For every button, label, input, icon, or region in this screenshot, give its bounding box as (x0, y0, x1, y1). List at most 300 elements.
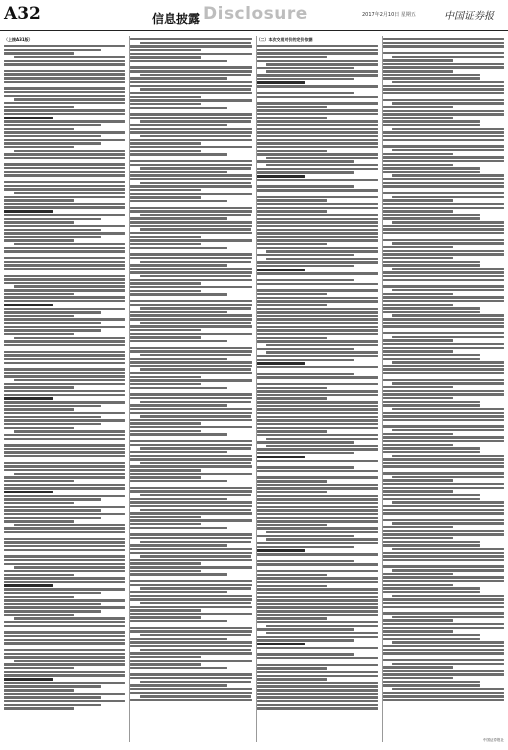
text-line (4, 455, 125, 457)
text-line (392, 268, 504, 270)
text-line (4, 416, 101, 418)
text-line (130, 264, 227, 266)
text-line (266, 538, 378, 540)
text-line (383, 285, 504, 287)
text-line (383, 207, 504, 209)
text-line (130, 77, 227, 79)
text-line (130, 99, 251, 101)
text-line (130, 688, 251, 690)
text-line (383, 117, 453, 119)
text-line (140, 307, 252, 309)
text-line (4, 383, 125, 385)
text-line (257, 96, 378, 98)
text-line (140, 354, 252, 356)
text-line (130, 383, 200, 385)
text-line (383, 670, 504, 672)
text-line (130, 498, 227, 500)
text-line (130, 178, 251, 180)
text-line (383, 228, 504, 230)
text-line (383, 347, 504, 349)
text-line (257, 527, 378, 529)
text-line (257, 502, 378, 504)
page-number: A32 (4, 4, 41, 24)
text-line (383, 462, 504, 464)
text-line (130, 606, 251, 608)
text-line (392, 616, 504, 618)
text-line (130, 519, 251, 521)
footer-note: 中国证券报社 (483, 738, 504, 742)
text-line (257, 603, 378, 605)
text-line (130, 630, 251, 632)
text-line (140, 634, 252, 636)
text-line (4, 656, 125, 658)
text-line (130, 566, 251, 568)
text-line (383, 214, 480, 216)
column-text (4, 45, 125, 710)
text-line (130, 412, 251, 414)
text-line (383, 131, 504, 133)
text-line (140, 322, 252, 324)
text-line (4, 49, 101, 51)
text-line (130, 430, 200, 432)
text-line (4, 124, 101, 126)
text-line (130, 117, 251, 119)
text-line (14, 473, 126, 475)
text-line (257, 85, 378, 87)
text-line (257, 675, 378, 677)
text-line (4, 236, 101, 238)
text-line (4, 73, 125, 75)
text-line (383, 257, 453, 259)
text-line (257, 113, 378, 115)
text-line (4, 667, 74, 669)
text-line (4, 333, 74, 335)
text-line (130, 81, 251, 83)
text-line (4, 199, 74, 201)
text-line (130, 282, 200, 284)
text-line (383, 386, 453, 388)
text-line (257, 506, 378, 508)
text-line (383, 505, 504, 507)
text-line (130, 171, 227, 173)
text-line (383, 106, 453, 108)
text-line (383, 124, 480, 126)
text-line (383, 479, 453, 481)
text-line (4, 308, 125, 310)
text-line (4, 685, 101, 687)
text-line (4, 390, 125, 392)
text-line (14, 660, 126, 662)
text-line (383, 390, 504, 392)
text-line (130, 290, 200, 292)
text-line (383, 649, 504, 651)
text-line (257, 279, 354, 281)
text-line (383, 139, 504, 141)
text-line (383, 185, 504, 187)
text-line (383, 322, 504, 324)
text-line (392, 595, 504, 597)
text-line (4, 106, 74, 108)
text-line (4, 372, 125, 374)
text-line (4, 77, 125, 79)
text-line (383, 350, 453, 352)
text-line (257, 67, 354, 69)
text-line (4, 603, 101, 605)
text-line (383, 66, 504, 68)
text-line (130, 210, 251, 212)
text-line (4, 315, 74, 317)
text-line (4, 555, 125, 557)
text-line (4, 520, 74, 522)
section-title-en: Disclosure (203, 4, 308, 24)
text-line (4, 635, 125, 637)
text-line (130, 243, 200, 245)
text-line (257, 653, 354, 655)
text-line (266, 438, 378, 440)
text-line (392, 221, 504, 223)
text-line (392, 663, 504, 665)
text-line (130, 232, 251, 234)
text-line (257, 229, 378, 231)
text-line (383, 160, 504, 162)
text-line (14, 150, 126, 152)
text-line (257, 628, 354, 630)
text-line (130, 627, 251, 629)
text-line (383, 684, 480, 686)
text-line (383, 318, 504, 320)
column-4 (382, 36, 504, 742)
text-line (383, 246, 453, 248)
column-2 (129, 36, 251, 742)
text-line (266, 445, 378, 447)
subheading-line (257, 643, 306, 646)
text-line (257, 214, 378, 216)
text-line (257, 394, 378, 396)
column-text (383, 38, 504, 701)
text-line (383, 695, 504, 697)
text-line (130, 142, 200, 144)
text-line (257, 218, 378, 220)
text-line (383, 192, 504, 194)
text-line (130, 49, 200, 51)
text-line (266, 63, 378, 65)
text-line (130, 422, 200, 424)
text-line (257, 185, 354, 187)
text-line (383, 652, 504, 654)
text-line (130, 217, 227, 219)
text-line (4, 653, 125, 655)
text-line (383, 412, 504, 414)
text-line (383, 544, 480, 546)
text-line (257, 289, 378, 291)
text-line (4, 671, 125, 673)
text-line (130, 527, 227, 529)
text-line (257, 588, 378, 590)
text-line (4, 131, 125, 133)
text-line (257, 397, 327, 399)
text-line (4, 185, 125, 187)
text-line (140, 415, 252, 417)
text-line (257, 476, 378, 478)
text-line (4, 596, 74, 598)
text-line (383, 296, 504, 298)
text-line (257, 243, 327, 245)
text-line (4, 358, 125, 360)
text-line (383, 264, 480, 266)
text-line (266, 164, 378, 166)
text-line (257, 667, 327, 669)
text-line (4, 625, 125, 627)
text-line (392, 641, 504, 643)
text-line (4, 427, 74, 429)
text-line (130, 160, 251, 162)
text-line (4, 517, 101, 519)
text-line (257, 574, 327, 576)
text-line (4, 296, 125, 298)
text-line (383, 587, 480, 589)
text-line (383, 178, 504, 180)
text-line (130, 279, 251, 281)
text-line (257, 311, 378, 313)
text-line (130, 333, 251, 335)
text-line (257, 293, 327, 295)
text-line (130, 512, 251, 514)
text-line (130, 652, 251, 654)
text-line (257, 560, 354, 562)
text-line (4, 386, 74, 388)
text-line (383, 153, 453, 155)
text-line (257, 542, 378, 544)
text-line (130, 638, 227, 640)
text-line (130, 347, 251, 349)
text-line (130, 45, 251, 47)
text-line (4, 495, 125, 497)
text-line (14, 524, 126, 526)
text-line (4, 444, 125, 446)
text-line (257, 199, 327, 201)
text-line (392, 314, 504, 316)
text-line (4, 135, 101, 137)
text-line (383, 530, 504, 532)
text-line (130, 677, 251, 679)
text-line (383, 576, 504, 578)
text-line (257, 657, 378, 659)
text-line (4, 171, 125, 173)
text-line (4, 588, 125, 590)
text-line (257, 704, 378, 706)
text-line (130, 444, 251, 446)
text-line (4, 480, 74, 482)
text-line (266, 632, 378, 634)
text-line (257, 685, 378, 687)
text-line (257, 261, 378, 263)
article-body (4, 36, 504, 742)
text-line (257, 412, 378, 414)
subheading-line (257, 175, 306, 178)
text-line (4, 45, 125, 47)
text-line (257, 254, 354, 256)
text-line (383, 483, 504, 485)
text-line (130, 239, 251, 241)
text-line (4, 549, 125, 551)
text-line (383, 458, 504, 460)
text-line (130, 537, 251, 539)
subheading-line (257, 549, 306, 552)
text-line (4, 340, 125, 342)
text-line (257, 610, 378, 612)
text-line (383, 304, 453, 306)
text-line (383, 199, 453, 201)
text-line (130, 358, 227, 360)
text-line (4, 214, 125, 216)
text-line (257, 326, 378, 328)
text-line (4, 674, 125, 676)
text-line (130, 103, 200, 105)
text-line (383, 487, 504, 489)
text-line (130, 548, 251, 550)
text-line (257, 693, 378, 695)
text-line (383, 225, 504, 227)
text-line (392, 408, 504, 410)
text-line (383, 444, 453, 446)
text-line (4, 639, 125, 641)
text-line (4, 153, 125, 155)
text-line (130, 667, 227, 669)
text-line (4, 268, 125, 270)
text-line (257, 109, 378, 111)
text-line (130, 196, 200, 198)
text-line (257, 120, 378, 122)
text-line (383, 358, 480, 360)
text-line (257, 423, 378, 425)
text-line (130, 487, 251, 489)
text-line (383, 498, 480, 500)
text-line (4, 531, 125, 533)
text-line (130, 476, 200, 478)
text-line (266, 250, 378, 252)
subheading-line (4, 304, 53, 307)
text-line (383, 490, 453, 492)
text-line (4, 434, 125, 436)
text-line (257, 322, 378, 324)
text-line (257, 460, 378, 462)
text-line (257, 92, 354, 94)
text-line (130, 552, 251, 554)
text-line (383, 379, 504, 381)
text-line (383, 365, 504, 367)
text-line (383, 343, 504, 345)
text-line (4, 142, 101, 144)
text-line (4, 120, 125, 122)
text-line (4, 405, 101, 407)
text-line (130, 268, 251, 270)
text-line (130, 207, 251, 209)
text-line (383, 659, 504, 661)
text-line (4, 278, 125, 280)
text-line (14, 430, 126, 432)
text-line (130, 562, 200, 564)
text-line (130, 304, 251, 306)
text-line (4, 570, 125, 572)
text-line (4, 527, 125, 529)
text-line (4, 577, 125, 579)
text-line (4, 351, 125, 353)
text-line (383, 253, 504, 255)
text-line (257, 139, 378, 141)
text-line (130, 139, 251, 141)
text-line (130, 544, 227, 546)
text-line (257, 484, 378, 486)
text-line (257, 45, 378, 47)
text-line (257, 636, 378, 638)
text-line (383, 699, 504, 701)
text-line (383, 451, 480, 453)
text-line (257, 265, 354, 267)
text-line (257, 78, 354, 80)
text-line (383, 509, 504, 511)
text-line (130, 559, 251, 561)
text-line (130, 38, 251, 40)
text-line (4, 344, 125, 346)
text-line (4, 704, 101, 706)
text-line (257, 355, 378, 357)
text-line (383, 533, 504, 535)
text-line (4, 689, 74, 691)
text-line (130, 300, 251, 302)
text-line (257, 337, 327, 339)
text-line (383, 325, 504, 327)
text-line (130, 469, 200, 471)
column-text (130, 38, 251, 701)
text-line (257, 52, 378, 54)
text-line (257, 480, 327, 482)
text-line (383, 42, 504, 44)
text-line (130, 455, 251, 457)
text-line (4, 206, 125, 208)
text-line (257, 60, 378, 62)
text-line (4, 707, 74, 709)
text-line (257, 359, 354, 361)
text-line (4, 559, 125, 561)
text-line (383, 120, 480, 122)
text-line (383, 52, 504, 54)
text-line (140, 275, 252, 277)
text-line (130, 221, 251, 223)
subheading-line (4, 584, 53, 587)
text-line (383, 537, 453, 539)
text-line (392, 289, 504, 291)
text-line (383, 59, 453, 61)
text-line (130, 598, 251, 600)
text-line (383, 630, 453, 632)
text-line (257, 232, 378, 234)
text-line (383, 555, 504, 557)
text-line (383, 541, 480, 543)
text-line (257, 366, 378, 368)
text-line (383, 300, 504, 302)
text-line (130, 379, 251, 381)
text-line (257, 700, 378, 702)
text-line (4, 174, 125, 176)
text-line (4, 498, 101, 500)
text-line (383, 415, 504, 417)
text-line (383, 634, 480, 636)
text-line (257, 606, 378, 608)
text-line (4, 52, 74, 54)
text-line (130, 523, 200, 525)
text-line (4, 621, 125, 623)
text-line (4, 606, 125, 608)
